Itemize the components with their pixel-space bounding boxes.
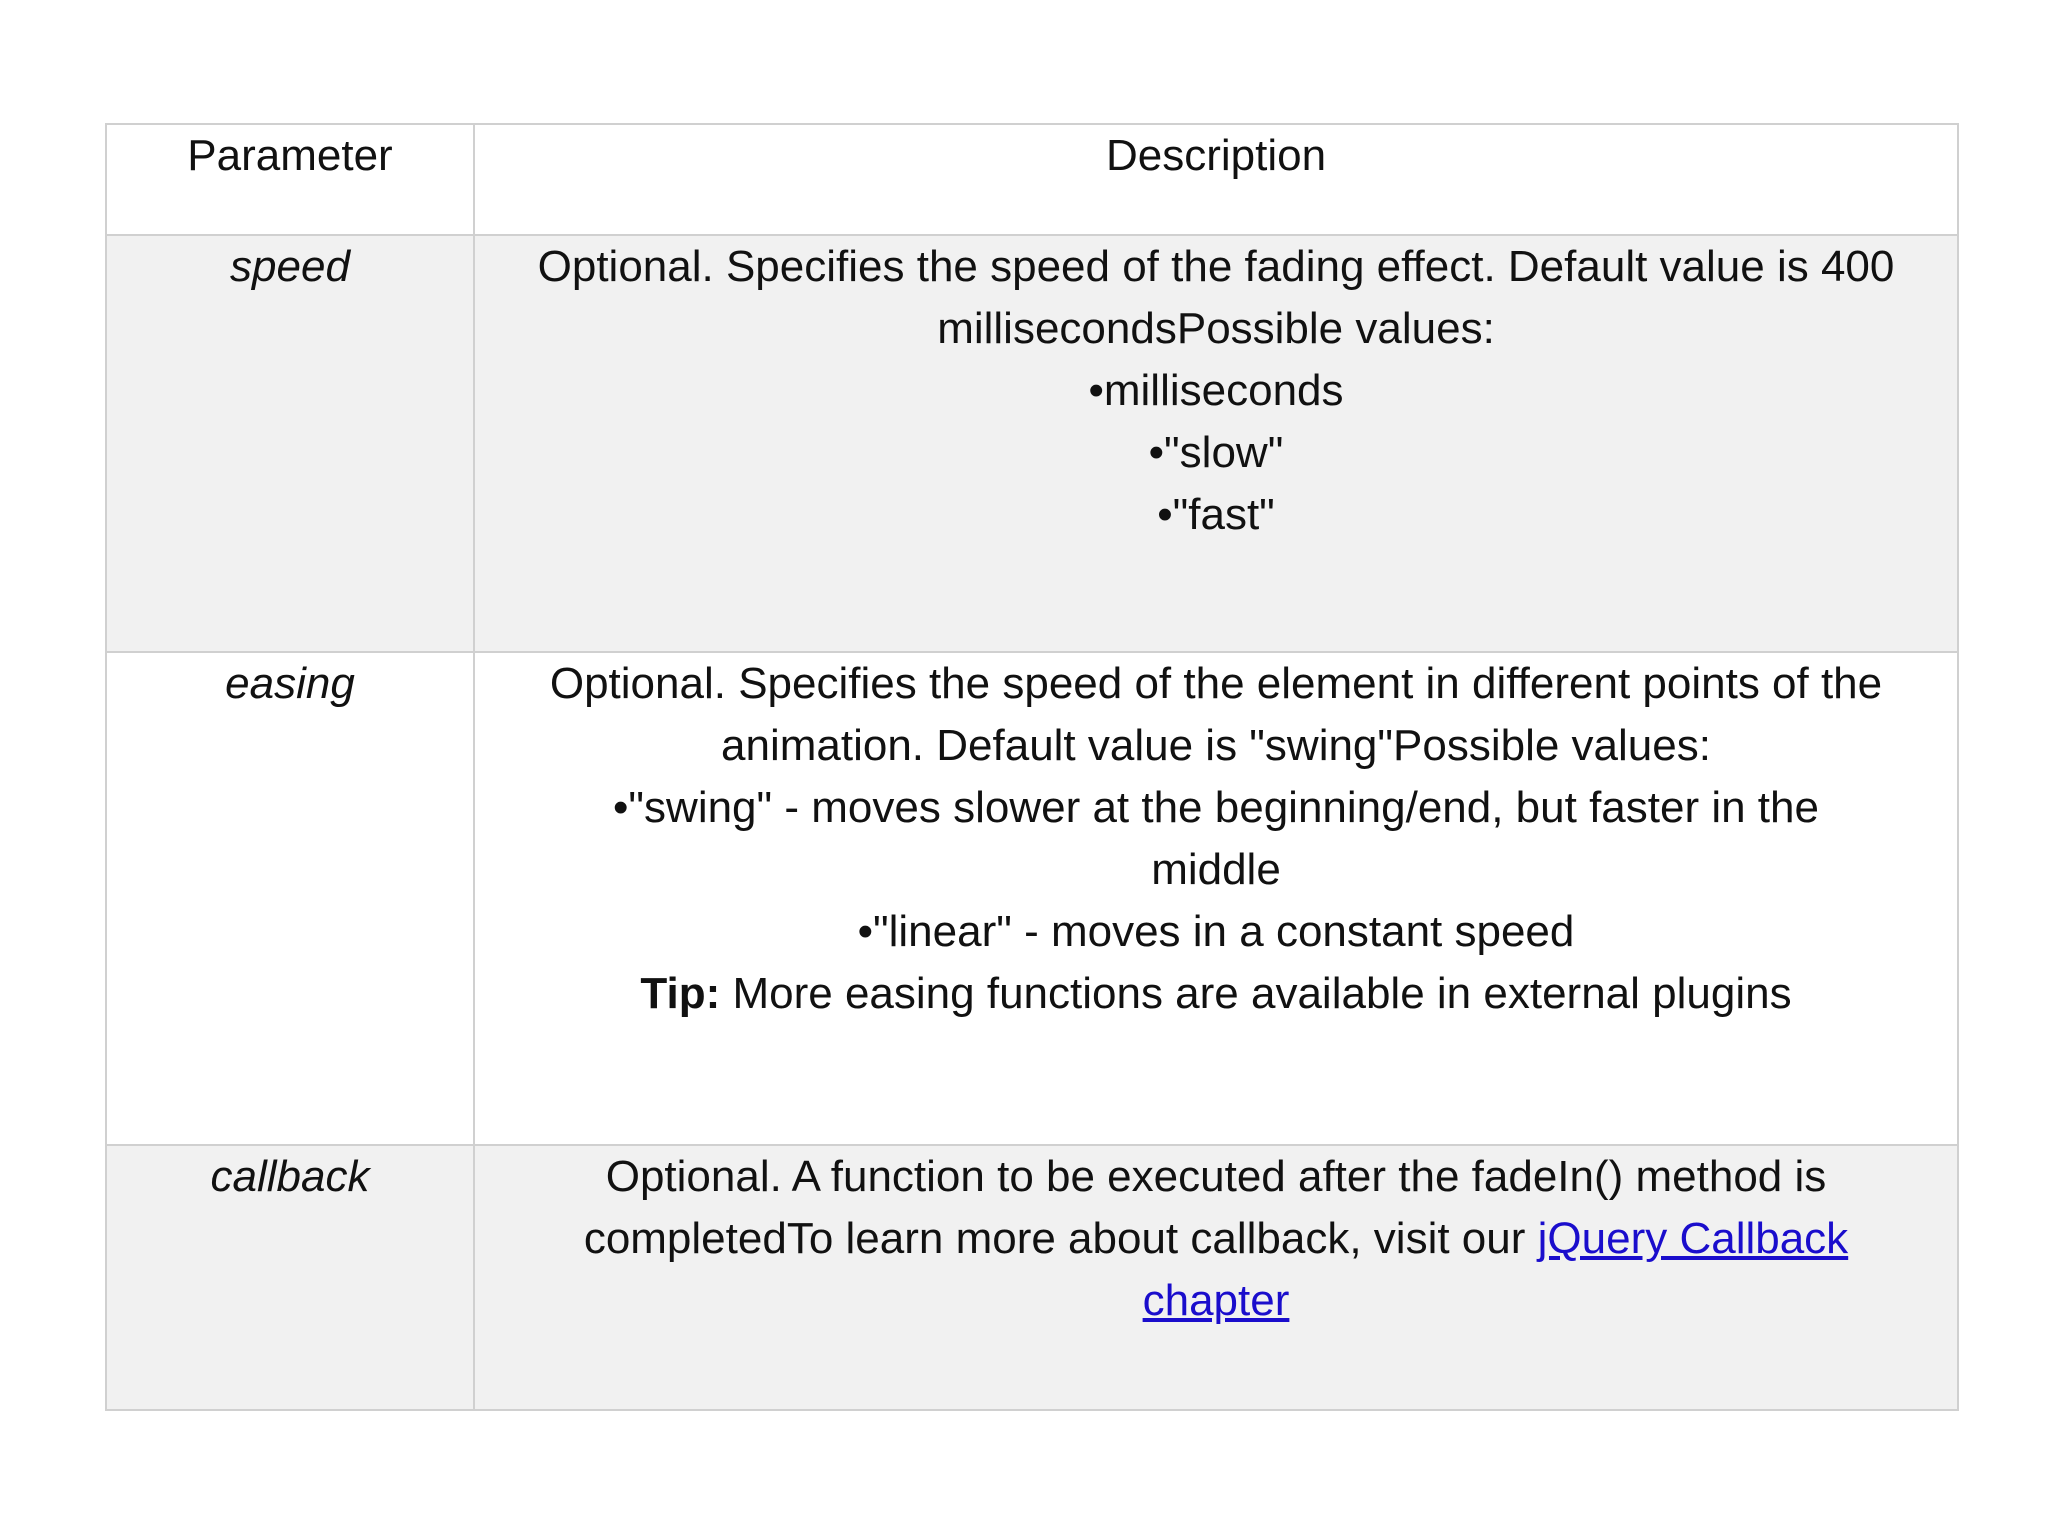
description-line: Optional. Specifies the speed of the fading effect. Default value is 400 xyxy=(537,242,1895,291)
description-text: completedTo learn more about callback, visit our xyxy=(583,1214,1538,1263)
tip-line xyxy=(489,963,1943,1025)
header-parameter: Parameter xyxy=(106,124,474,235)
param-description-speed xyxy=(474,235,1958,652)
param-description-callback xyxy=(474,1145,1958,1410)
table-header-row xyxy=(106,124,1958,235)
param-name-easing: easing xyxy=(106,652,474,1145)
description-line: Optional. Specifies the speed of the element in different points of the xyxy=(549,659,1883,708)
list-item: •"slow" xyxy=(1148,428,1284,477)
link-line xyxy=(489,1270,1943,1332)
param-description-easing xyxy=(474,652,1958,1145)
list-item: •"linear" - moves in a constant speed xyxy=(857,907,1575,956)
param-name-callback: callback xyxy=(106,1145,474,1410)
jquery-callback-link[interactable]: jQuery Callback xyxy=(1537,1214,1849,1263)
table-row xyxy=(106,652,1958,1145)
table-row xyxy=(106,235,1958,652)
param-name-speed: speed xyxy=(106,235,474,652)
table-row xyxy=(106,1145,1958,1410)
description-line: animation. Default value is "swing"Possible values: xyxy=(721,721,1711,770)
description-line: Optional. A function to be executed after the fadeIn() method is xyxy=(605,1152,1827,1201)
description-line: millisecondsPossible values: xyxy=(937,304,1495,353)
list-item: •"swing" - moves slower at the beginning/end, but faster in the xyxy=(613,783,1819,832)
description-line xyxy=(489,1208,1943,1270)
tip-text: More easing functions are available in external plugins xyxy=(720,969,1792,1018)
list-item-continued: middle xyxy=(1151,845,1281,894)
jquery-callback-chapter-link[interactable]: chapter xyxy=(1142,1276,1290,1325)
tip-label: Tip: xyxy=(640,969,721,1018)
list-item: •milliseconds xyxy=(1088,366,1344,415)
header-description: Description xyxy=(474,124,1958,235)
parameter-table xyxy=(105,123,1959,1411)
list-item: •"fast" xyxy=(1157,490,1275,539)
